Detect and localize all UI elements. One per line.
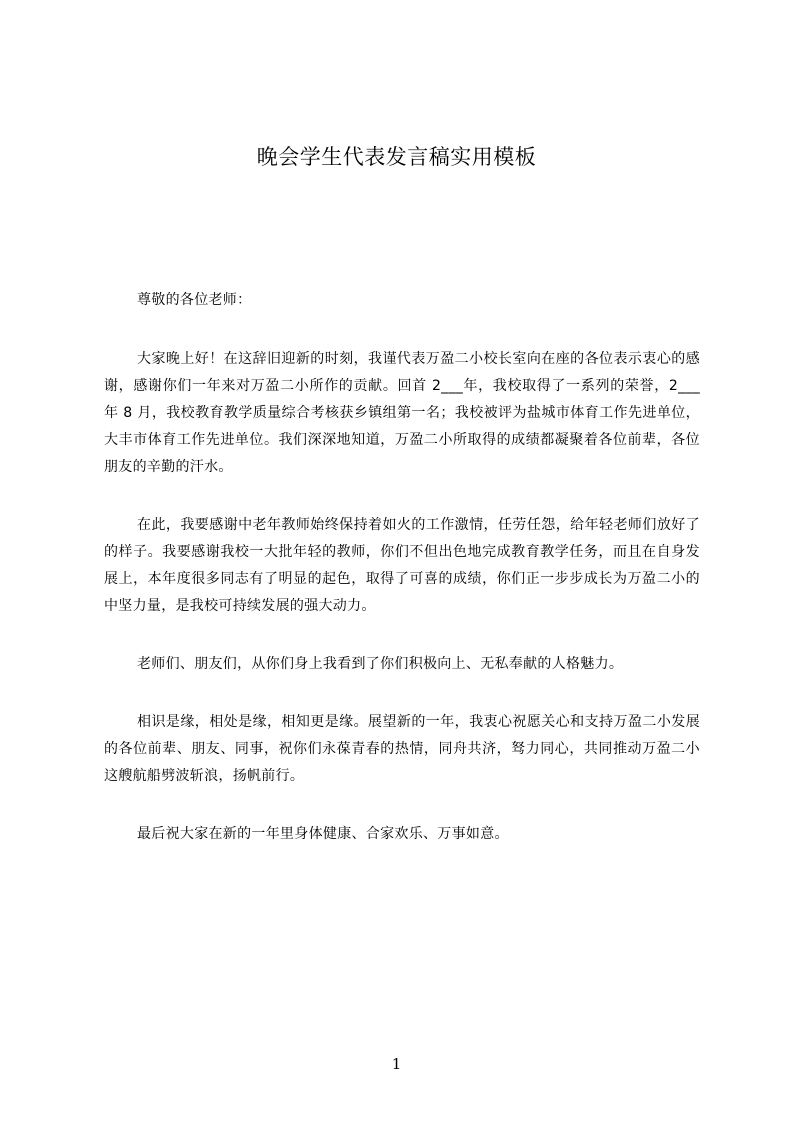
body-paragraph-2: 在此，我要感谢中老年教师始终保持着如火的工作激情，任劳任怨，给年轻老师们放好了的样子。我要感谢我校一大批年轻的教师，你们不但出色地完成教育教学任务，而且在自身发展上，本年度很多同志有了明显的起色，取得了可喜的成绩，你们正一步步成长为万盈二小的中坚力量，是我校可持续发展的强大动力。 xyxy=(104,517,700,614)
document-title: 晚会学生代表发言稿实用模板 xyxy=(256,145,537,169)
body-paragraph-5: 最后祝大家在新的一年里身体健康、合家欢乐、万事如意。 xyxy=(137,826,509,842)
greeting-paragraph: 尊敬的各位老师： xyxy=(137,292,252,308)
body-paragraph-4: 相识是缘，相处是缘，相知更是缘。展望新的一年，我衷心祝愿关心和支持万盈二小发展的各位前辈、朋友、同事，祝你们永葆青春的热情，同舟共济，驽力同心，共同推动万盈二小这艘航船劈波斩浪，扬帆前行。 xyxy=(104,714,700,784)
document-body xyxy=(104,287,700,879)
body-paragraph-1: 大家晚上好！在这辞旧迎新的时刻，我谨代表万盈二小校长室向在座的各位表示衷心的感谢，感谢你们一年来对万盈二小所作的贡献。回首 2___年，我校取得了一系列的荣誉，2___年 8 月，我校教育教学质量综合考核获乡镇组第一名；我校被评为盐城市体育工作先进单位，大丰市体育工作先进单位。我们深深地知道，万盈二小所取得的成绩都凝聚着各位前辈，各位朋友的辛勤的汗水。 xyxy=(104,351,700,475)
body-paragraph-3: 老师们、朋友们，从你们身上我看到了你们积极向上、无私奉献的人格魅力。 xyxy=(137,656,624,672)
page-number: 1 xyxy=(391,1055,402,1073)
